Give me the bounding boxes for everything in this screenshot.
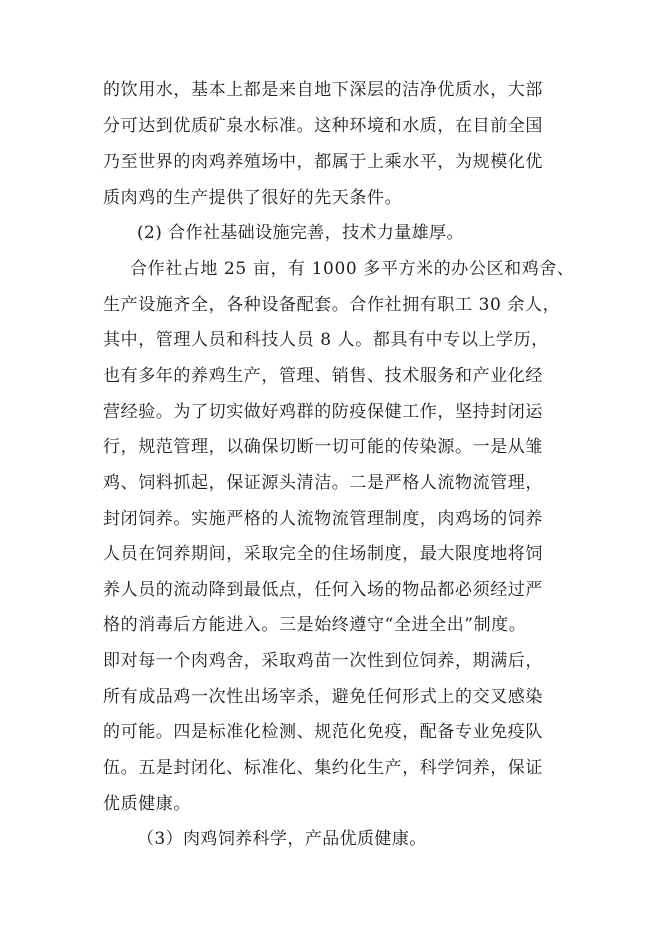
text-line: 养人员的流动降到最低点，任何入场的物品都必须经过严: [103, 580, 543, 600]
text-line: 的饮用水，基本上都是来自地下深层的洁净优质水，大部: [103, 80, 543, 100]
text-line: 所有成品鸡一次性出场宰杀，避免任何形式上的交叉感染: [103, 687, 543, 707]
text-line: 质肉鸡的生产提供了很好的先天条件。: [103, 188, 403, 208]
text-line: 封闭饲养。实施严格的人流物流管理制度，肉鸡场的饲养: [103, 509, 543, 529]
text-line: 格的消毒后方能进入。三是始终遵守“全进全出”制度。: [103, 615, 527, 635]
section-heading-2: (2) 合作社基础设施完善，技术力量雄厚。: [137, 223, 464, 243]
section-heading-3: （3）肉鸡饲养科学，产品优质健康。: [137, 829, 427, 849]
text-line: 营经验。为了切实做好鸡群的防疫保健工作，坚持封闭运: [103, 402, 543, 422]
text-line: 伍。五是封闭化、标准化、集约化生产，科学饲养，保证: [103, 758, 543, 778]
text-line: 也有多年的养鸡生产，管理、销售、技术服务和产业化经: [103, 366, 543, 386]
text-line: 人员在饲养期间，采取完全的住场制度，最大限度地将饲: [103, 544, 543, 564]
text-line: 优质健康。: [103, 794, 191, 814]
text-line: 乃至世界的肉鸡养殖场中，都属于上乘水平，为规模化优: [103, 152, 543, 172]
text-line: 即对每一个肉鸡舍，采取鸡苗一次性到位饲养，期满后，: [103, 651, 543, 671]
text-line: 合作社占地 25 亩，有 1000 多平方米的办公区和鸡舍、: [130, 259, 575, 279]
text-line: 鸡、饲料抓起，保证源头清洁。二是严格人流物流管理，: [103, 473, 543, 493]
text-line: 行，规范管理，以确保切断一切可能的传染源。一是从雏: [103, 437, 543, 457]
text-line: 分可达到优质矿泉水标准。这种环境和水质，在目前全国: [103, 116, 543, 136]
text-line: 其中，管理人员和科技人员 8 人。都具有中专以上学历，: [103, 330, 549, 350]
text-line: 生产设施齐全，各种设备配套。合作社拥有职工 30 余人，: [103, 295, 561, 315]
text-line: 的可能。四是标准化检测、规范化免疫，配备专业免疫队: [103, 722, 543, 742]
